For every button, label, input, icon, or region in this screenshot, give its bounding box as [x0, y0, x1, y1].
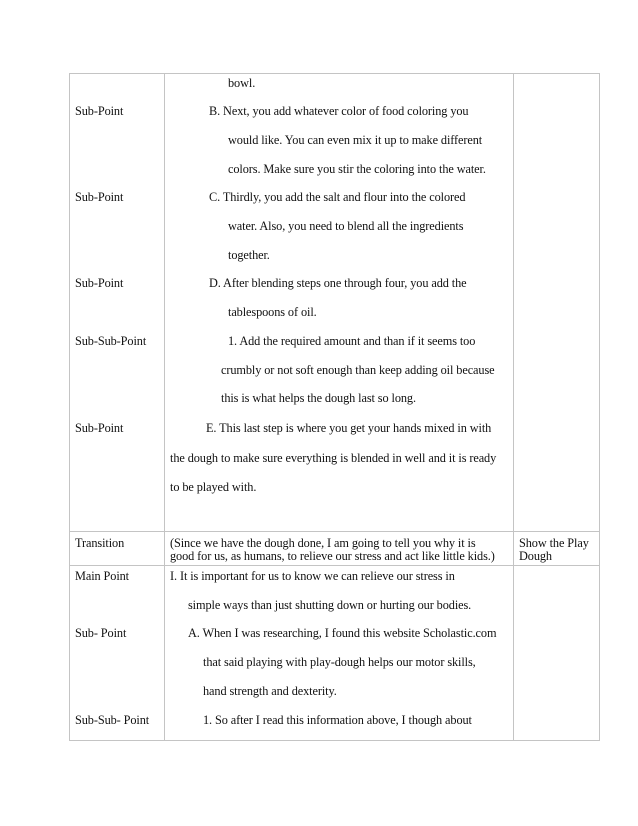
label-sub-point: Sub- Point [75, 626, 127, 640]
label-main-point: Main Point [75, 569, 129, 583]
content-line: D. After blending steps one through four, you add the [209, 276, 467, 290]
label-sub-sub-point: Sub-Sub-Point [75, 334, 147, 348]
content-line: would like. You can even mix it up to make different [228, 133, 483, 147]
content-line: to be played with. [170, 480, 257, 494]
transition-line: (Since we have the dough done, I am going to tell you why it is [170, 536, 476, 550]
content-line: together. [228, 248, 270, 262]
content-line: I. It is important for us to know we can relieve our stress in [170, 569, 455, 583]
content-line: C. Thirdly, you add the salt and flour into the colored [209, 190, 466, 204]
content-line: E. This last step is where you get your hands mixed in with [206, 421, 492, 435]
content-line: this is what helps the dough last so long. [221, 391, 416, 405]
label-sub-point: Sub-Point [75, 421, 124, 435]
content-line: A. When I was researching, I found this website Scholastic.com [188, 626, 497, 640]
content-line: water. Also, you need to blend all the ingredients [228, 219, 464, 233]
label-sub-point: Sub-Point [75, 190, 124, 204]
content-line: tablespoons of oil. [228, 305, 317, 319]
column-divider-2 [513, 73, 514, 741]
content-line: 1. Add the required amount and than if it seems too [228, 334, 476, 348]
label-sub-point: Sub-Point [75, 104, 124, 118]
row-divider-2 [69, 565, 600, 566]
content-line: hand strength and dexterity. [203, 684, 337, 698]
content-line: crumbly or not soft enough than keep adding oil because [221, 363, 495, 377]
visual-aid-note: Dough [519, 549, 552, 563]
content-line: simple ways than just shutting down or hurting our bodies. [188, 598, 472, 612]
content-line: colors. Make sure you stir the coloring into the water. [228, 162, 486, 176]
content-line: B. Next, you add whatever color of food coloring you [209, 104, 469, 118]
transition-line: good for us, as humans, to relieve our stress and act like little kids.) [170, 549, 495, 563]
content-line: the dough to make sure everything is blended in well and it is ready [170, 451, 497, 465]
content-line: bowl. [228, 76, 256, 90]
label-sub-point: Sub-Point [75, 276, 124, 290]
label-sub-sub-point: Sub-Sub- Point [75, 713, 150, 727]
visual-aid-note: Show the Play [519, 536, 589, 550]
column-divider-1 [164, 73, 165, 741]
content-line: 1. So after I read this information above, I though about [203, 713, 472, 727]
content-line: that said playing with play-dough helps our motor skills, [203, 655, 476, 669]
label-transition: Transition [75, 536, 125, 550]
outline-table [69, 73, 600, 741]
row-divider-1 [69, 531, 600, 532]
